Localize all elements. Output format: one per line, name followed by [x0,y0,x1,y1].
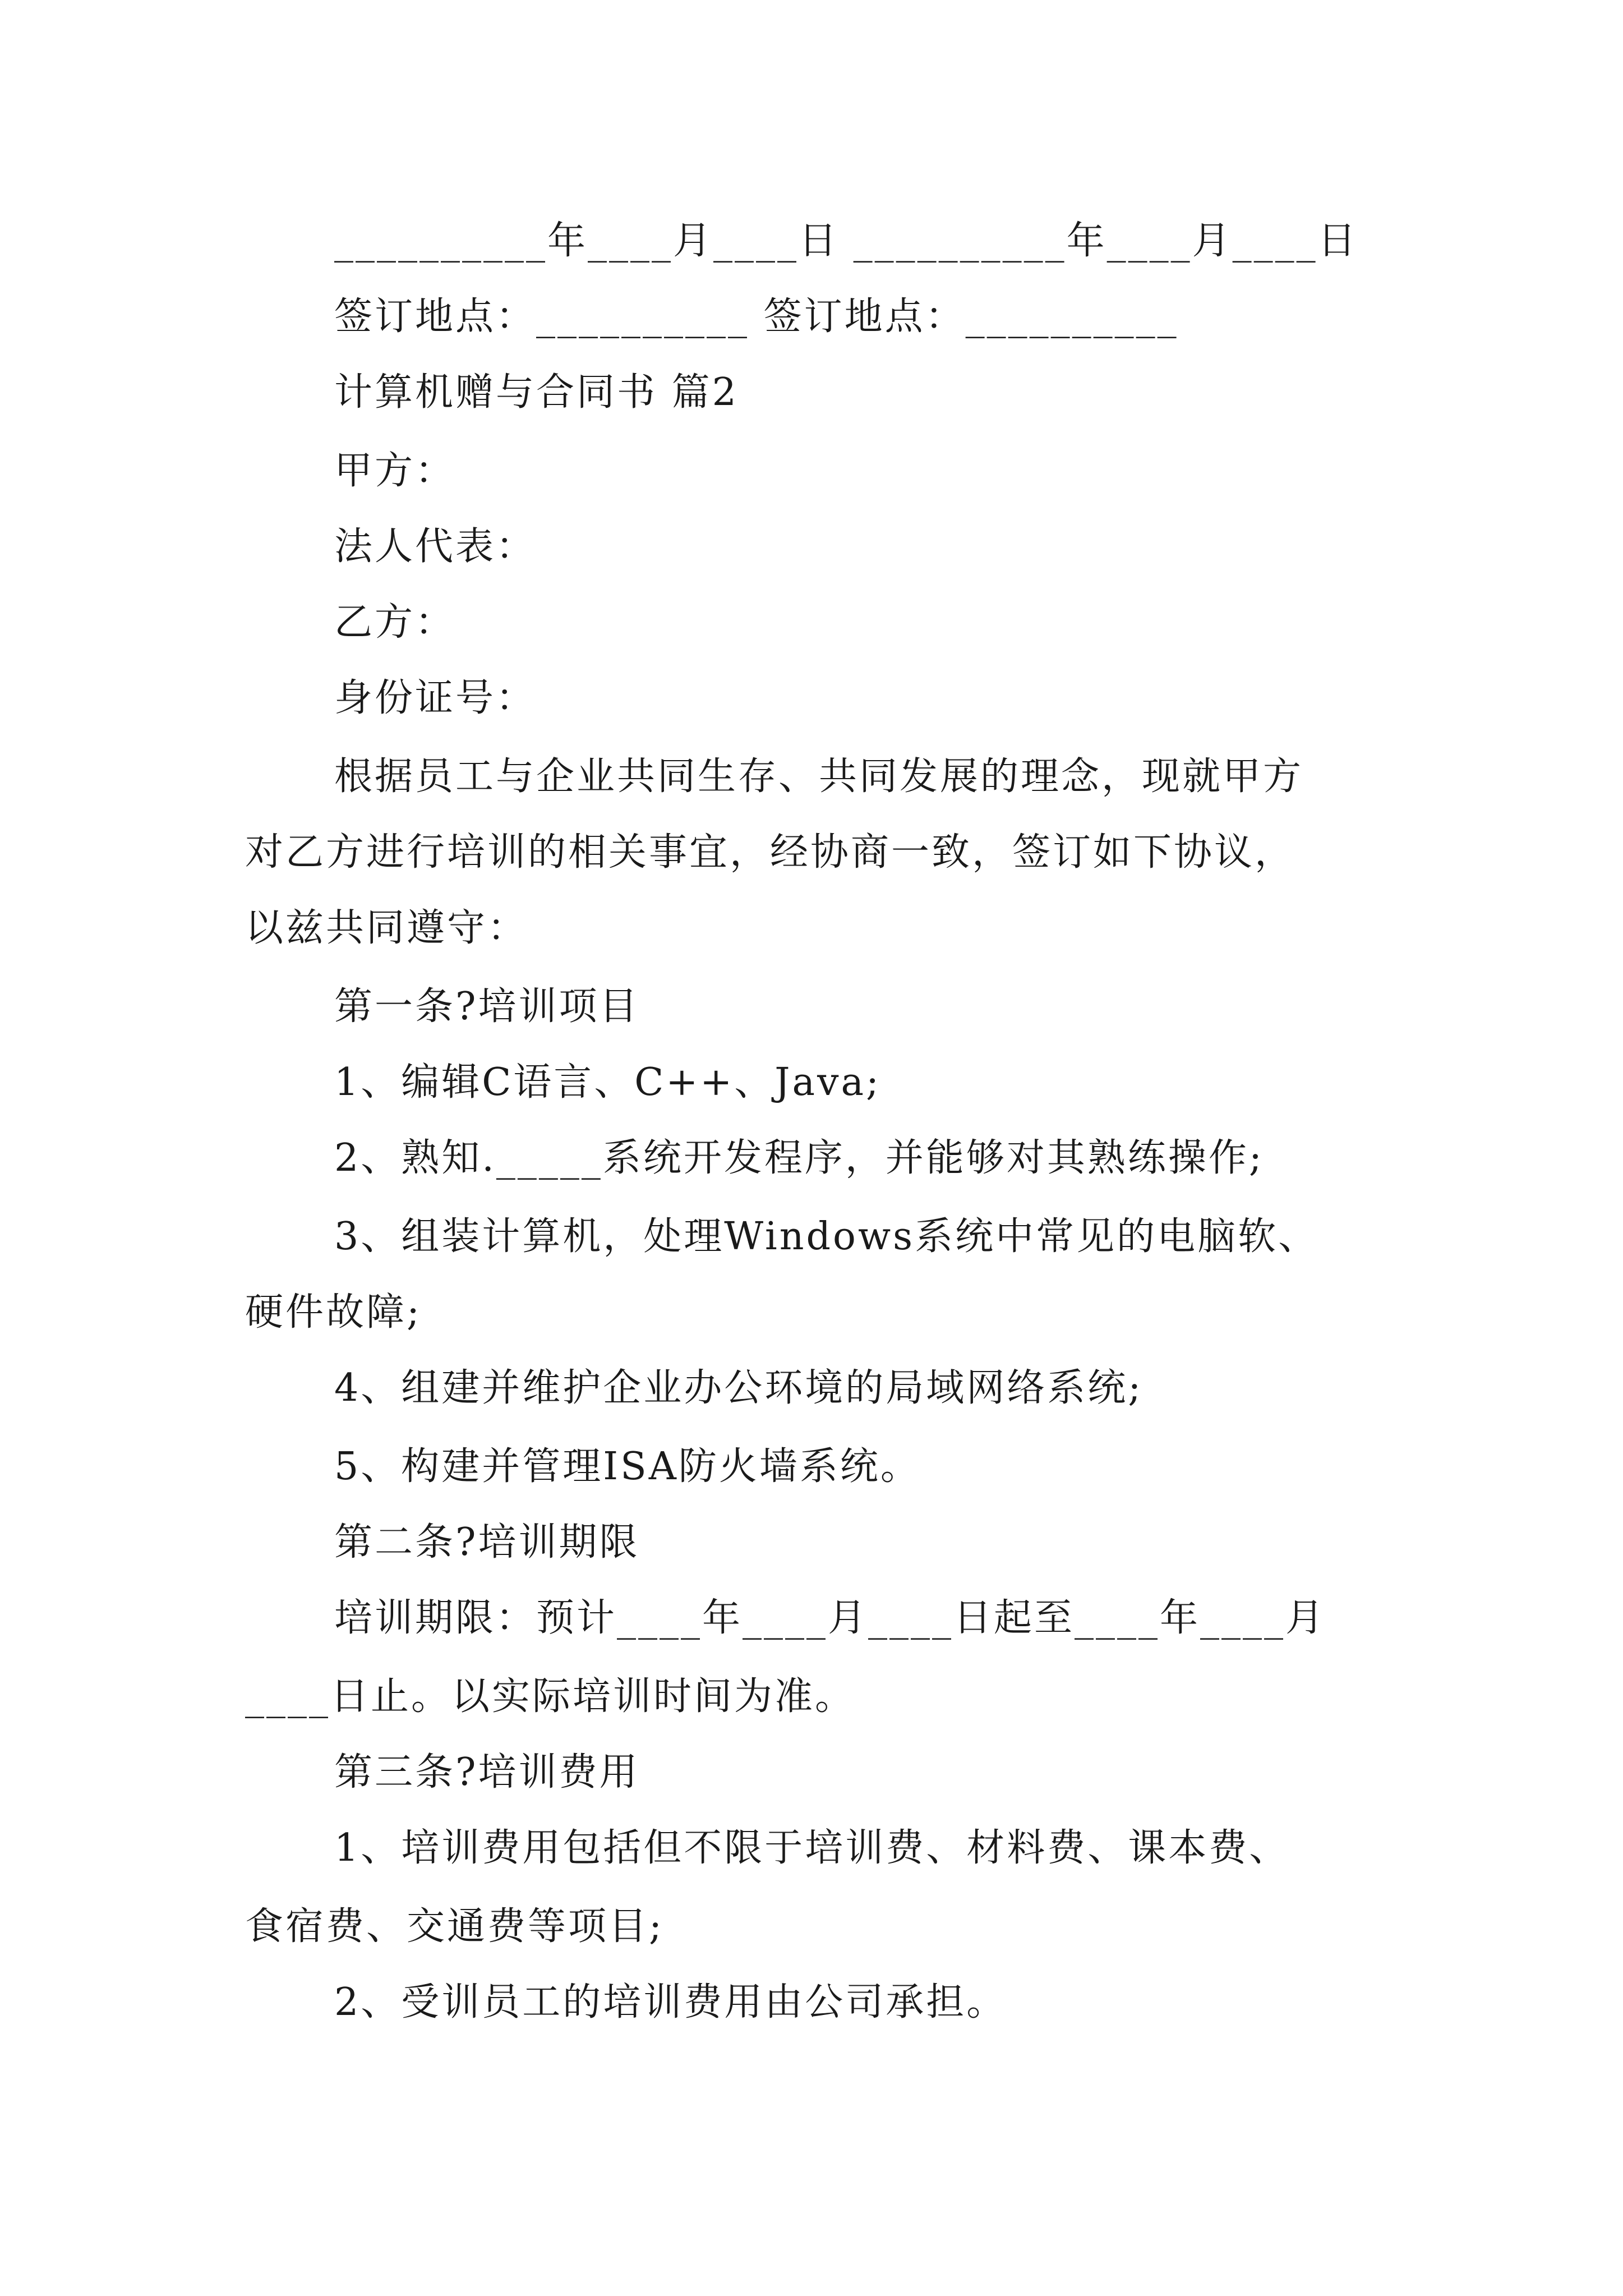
article-3-item-2: 2、受训员工的培训费用由公司承担。 [334,1980,1007,2024]
intro-paragraph-line-2: 对乙方进行培训的相关事宜，经协商一致，签订如下协议， [245,830,1295,875]
article-1-item-3: 3、组装计算机，处理Windows系统中常见的电脑软、 [334,1214,1319,1259]
signature-date-line: __________年____月____日 __________年____月____日 [334,219,1358,263]
article-1-item-2: 2、熟知._____系统开发程序，并能够对其熟练操作; [334,1136,1264,1180]
article-3-item-1-cont: 食宿费、交通费等项目; [245,1904,664,1949]
article-1-heading: 第一条?培训项目 [334,984,640,1029]
article-1-item-3-cont: 硬件故障; [245,1290,422,1335]
article-1-item-4: 4、组建并维护企业办公环境的局域网络系统; [334,1366,1144,1410]
training-period-line-2: ____日止。以实际培训时间为准。 [245,1674,856,1719]
party-a-label: 甲方： [334,449,456,493]
signing-place-line: 签订地点：__________ 签订地点：__________ [334,295,1179,339]
party-b-label: 乙方： [334,600,456,645]
training-period-line-1: 培训期限：预计____年____月____日起至____年____月 [334,1596,1326,1640]
contract-heading: 计算机赠与合同书 篇2 [334,370,739,415]
article-1-item-1: 1、编辑C语言、C++、Java; [334,1060,881,1105]
article-3-heading: 第三条?培训费用 [334,1750,640,1795]
intro-paragraph-line-1: 根据员工与企业共同生存、共同发展的理念，现就甲方 [334,754,1304,799]
id-number-label: 身份证号： [334,676,537,720]
intro-paragraph-line-3: 以兹共同遵守： [245,906,528,950]
legal-representative-label: 法人代表： [334,524,537,569]
article-3-item-1: 1、培训费用包括但不限于培训费、材料费、课本费、 [334,1826,1290,1870]
article-2-heading: 第二条?培训期限 [334,1520,640,1565]
article-1-item-5: 5、构建并管理ISA防火墙系统。 [334,1444,921,1489]
